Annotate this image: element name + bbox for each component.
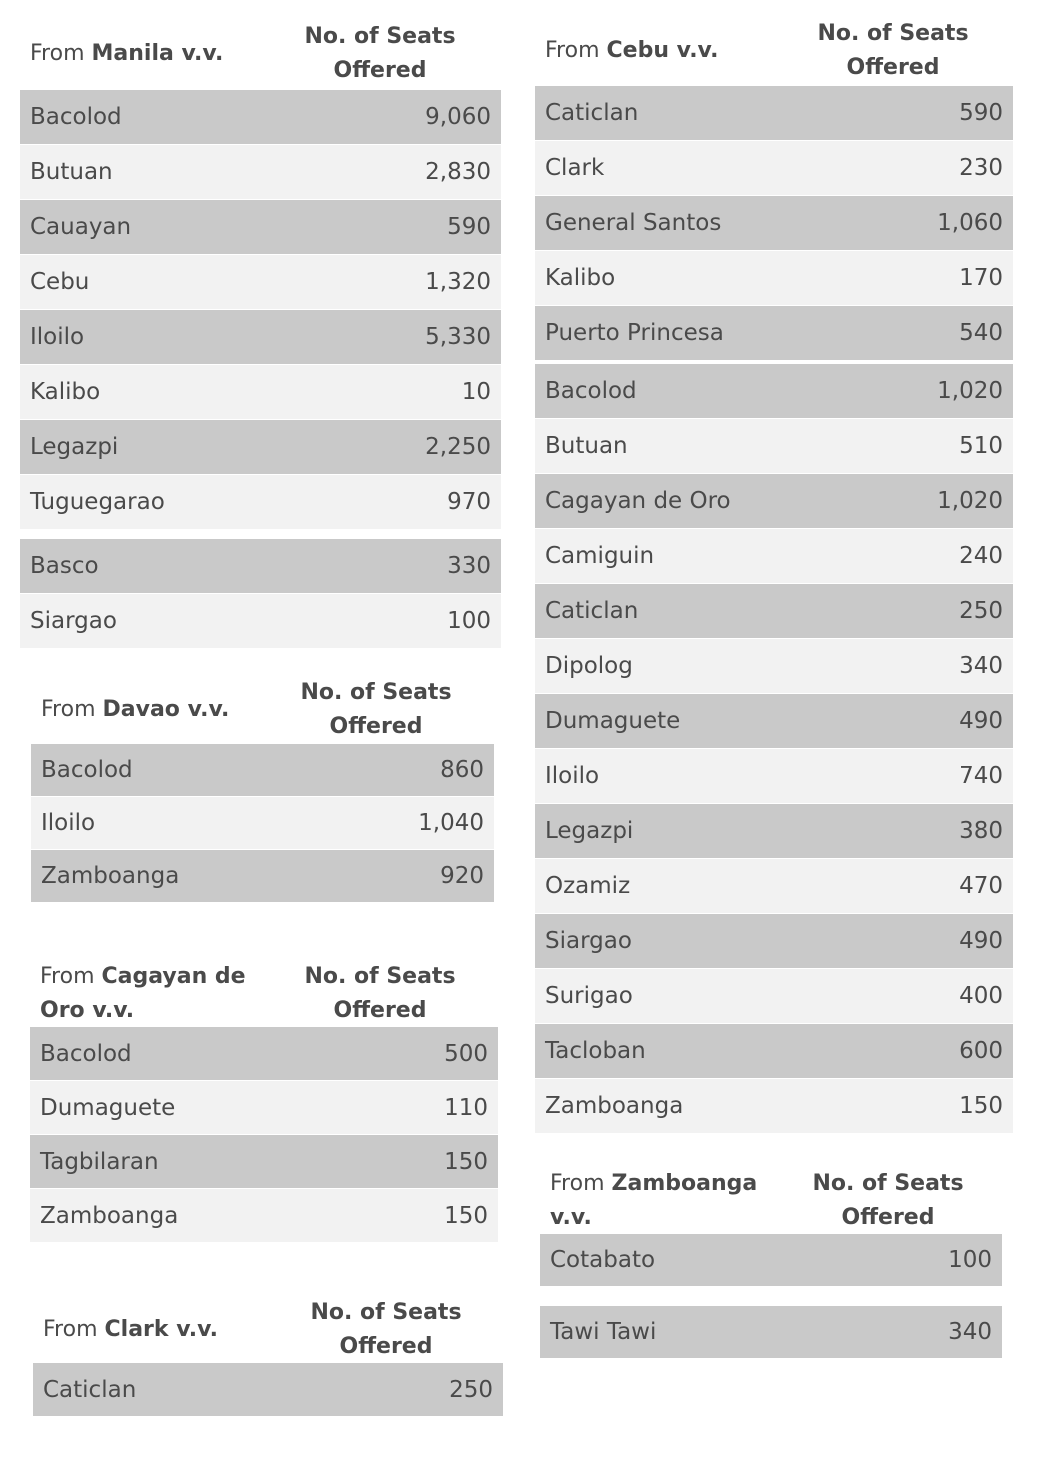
table-row: [20, 145, 501, 200]
seats-cell: 150: [444, 1202, 488, 1229]
table-row: [20, 365, 501, 420]
destination-cell: Bacolod: [545, 378, 637, 404]
table-row: [31, 797, 494, 850]
table-row: [540, 1234, 1002, 1287]
destination-cell: Butuan: [545, 433, 628, 459]
seats-column-header: No. of Seats Offered: [304, 24, 456, 83]
destination-cell: Siargao: [545, 928, 632, 954]
seats-cell: 340: [959, 653, 1003, 679]
table-row: [535, 1024, 1013, 1079]
table-row: [535, 251, 1013, 306]
table-header: [535, 17, 1013, 86]
destination-cell: Dumaguete: [545, 708, 681, 734]
destination-cell: Basco: [30, 553, 99, 579]
seats-cell: 590: [447, 214, 491, 240]
seats-cell: 470: [959, 873, 1003, 899]
table-row: [535, 1079, 1013, 1134]
destination-cell: General Santos: [545, 210, 722, 236]
destination-cell: Iloilo: [41, 810, 96, 836]
origin-label: From Cagayan de Oro v.v.: [40, 964, 246, 1023]
table-row: [535, 914, 1013, 969]
seats-cell: 340: [948, 1319, 992, 1345]
table-row: [20, 90, 501, 145]
destination-cell: Iloilo: [30, 324, 85, 350]
seats-cell: 490: [959, 708, 1003, 734]
destination-cell: Tacloban: [545, 1038, 646, 1064]
table-row: [535, 639, 1013, 694]
destination-cell: Puerto Princesa: [545, 320, 724, 346]
destination-cell: Kalibo: [545, 265, 616, 291]
destination-cell: Tawi Tawi: [550, 1319, 657, 1345]
seats-cell: 240: [959, 543, 1003, 569]
seats-cell: 330: [447, 553, 491, 579]
destination-cell: Siargao: [30, 608, 117, 634]
table-row: [20, 200, 501, 255]
table-row: [30, 1189, 498, 1243]
table-header: [31, 676, 494, 744]
seats-cell: 600: [959, 1038, 1003, 1064]
destination-cell: Clark: [545, 155, 605, 181]
seats-column-header: No. of Seats Offered: [300, 680, 452, 739]
seats-cell: 250: [449, 1376, 493, 1403]
seats-cell: 970: [447, 489, 491, 515]
destination-cell: Kalibo: [30, 379, 101, 405]
origin-label: From Zamboanga v.v.: [550, 1171, 758, 1230]
seats-cell: 590: [959, 100, 1003, 126]
table-row: [20, 539, 501, 594]
table-row: [31, 850, 494, 903]
table-header: [20, 20, 501, 90]
destination-cell: Bacolod: [30, 104, 122, 130]
destination-cell: Tuguegarao: [30, 489, 165, 515]
origin-label: From Davao v.v.: [41, 697, 230, 722]
table-row: [535, 804, 1013, 859]
table-row: [30, 1081, 498, 1135]
destination-cell: Dumaguete: [40, 1094, 176, 1121]
table-header: [30, 960, 498, 1027]
origin-label: From Manila v.v.: [30, 41, 224, 66]
seats-cell: 860: [440, 757, 484, 783]
destination-cell: Bacolod: [41, 757, 133, 783]
rows: [33, 1363, 503, 1417]
rows: [535, 86, 1013, 1134]
rows: [30, 1027, 498, 1243]
seats-cell: 150: [444, 1148, 488, 1175]
table-row: [20, 255, 501, 310]
destination-cell: Caticlan: [545, 598, 639, 624]
table-row: [535, 364, 1013, 419]
seats-cell: 500: [444, 1040, 488, 1067]
destination-cell: Cauayan: [30, 214, 132, 240]
table-row: [535, 86, 1013, 141]
seats-cell: 170: [959, 265, 1003, 291]
table-row: [20, 420, 501, 475]
seats-cell: 2,830: [425, 159, 491, 185]
seats-cell: 490: [959, 928, 1003, 954]
destination-cell: Ozamiz: [545, 873, 631, 899]
table-row: [31, 744, 494, 797]
table-row: [535, 141, 1013, 196]
seats-cell: 10: [461, 379, 491, 405]
seats-cell: 110: [444, 1094, 488, 1121]
destination-cell: Caticlan: [545, 100, 639, 126]
destination-cell: Zamboanga: [545, 1093, 684, 1119]
destination-cell: Bacolod: [40, 1040, 132, 1067]
seats-cell: 740: [959, 763, 1003, 789]
destination-cell: Surigao: [545, 983, 633, 1009]
destination-cell: Zamboanga: [41, 863, 180, 889]
table-row: [535, 306, 1013, 361]
table-row: [33, 1363, 503, 1417]
seats-cell: 5,330: [425, 324, 491, 350]
group-divider: [20, 530, 501, 539]
seats-cell: 100: [447, 608, 491, 634]
seats-column-header: No. of Seats Offered: [304, 964, 456, 1023]
table-manila: [20, 20, 501, 649]
seats-cell: 1,040: [418, 810, 484, 836]
seats-cell: 1,020: [937, 378, 1003, 404]
table-row: [20, 310, 501, 365]
seats-cell: 150: [959, 1093, 1003, 1119]
destination-cell: Cotabato: [550, 1247, 656, 1273]
table-row: [20, 475, 501, 530]
destination-cell: Camiguin: [545, 543, 655, 569]
seats-cell: 400: [959, 983, 1003, 1009]
table-row: [535, 969, 1013, 1024]
origin-label: From Clark v.v.: [43, 1317, 218, 1342]
seats-cell: 250: [959, 598, 1003, 624]
table-davao: [31, 676, 494, 903]
table-zamboanga: [540, 1167, 1002, 1359]
table-row: [540, 1306, 1002, 1359]
destination-cell: Iloilo: [545, 763, 600, 789]
destination-cell: Legazpi: [545, 818, 634, 844]
origin-label: From Cebu v.v.: [545, 38, 719, 63]
destination-cell: Cagayan de Oro: [545, 488, 731, 514]
table-cebu: [535, 17, 1013, 1134]
table-row: [535, 529, 1013, 584]
seats-cell: 2,250: [425, 434, 491, 460]
seats-cell: 540: [959, 320, 1003, 346]
table-row: [535, 419, 1013, 474]
table-header: [33, 1296, 503, 1363]
group-divider: [540, 1287, 1002, 1306]
destination-cell: Butuan: [30, 159, 113, 185]
seats-cell: 1,020: [937, 488, 1003, 514]
table-row: [535, 584, 1013, 639]
rows: [20, 90, 501, 649]
destination-cell: Tagbilaran: [40, 1148, 159, 1175]
seats-column-header: No. of Seats Offered: [817, 21, 969, 80]
destination-cell: Cebu: [30, 269, 90, 295]
table-row: [535, 859, 1013, 914]
table-row: [535, 694, 1013, 749]
seats-cell: 920: [440, 863, 484, 889]
seats-cell: 100: [948, 1247, 992, 1273]
destination-cell: Legazpi: [30, 434, 119, 460]
table-row: [535, 749, 1013, 804]
table-cagayan-de-oro: [30, 960, 498, 1243]
seats-cell: 1,060: [937, 210, 1003, 236]
seats-cell: 230: [959, 155, 1003, 181]
seats-column-header: No. of Seats Offered: [310, 1300, 462, 1359]
table-clark: [33, 1296, 503, 1417]
destination-cell: Caticlan: [43, 1376, 137, 1403]
seats-cell: 1,320: [425, 269, 491, 295]
destination-cell: Dipolog: [545, 653, 633, 679]
rows: [540, 1234, 1002, 1359]
table-row: [30, 1135, 498, 1189]
seats-cell: 9,060: [425, 104, 491, 130]
table-row: [535, 474, 1013, 529]
seats-cell: 510: [959, 433, 1003, 459]
table-row: [535, 196, 1013, 251]
table-row: [30, 1027, 498, 1081]
table-header: [540, 1167, 1002, 1234]
destination-cell: Zamboanga: [40, 1202, 179, 1229]
seats-column-header: No. of Seats Offered: [812, 1171, 964, 1230]
table-row: [20, 594, 501, 649]
rows: [31, 744, 494, 903]
seats-cell: 380: [959, 818, 1003, 844]
